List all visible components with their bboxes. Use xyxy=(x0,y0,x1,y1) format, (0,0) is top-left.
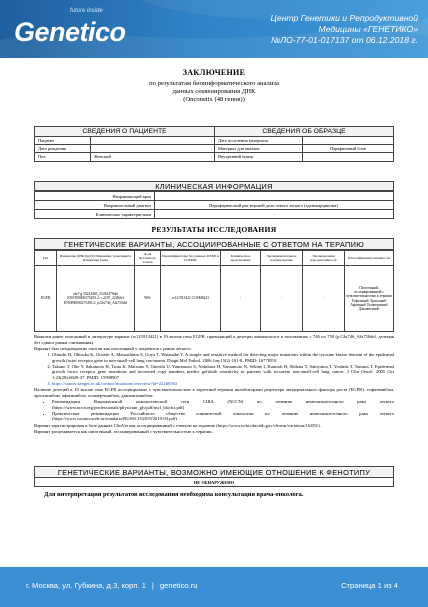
variants-header: ГЕНЕТИЧЕСКИЕ ВАРИАНТЫ, АССОЦИИРОВАННЫЕ С ОТВЕТОМ НА ТЕРАПИЮ xyxy=(34,238,394,250)
info-label: Дата получения материала xyxy=(215,137,303,145)
info-value xyxy=(303,137,394,145)
table-row xyxy=(35,266,394,332)
column-header: Идентификаторы баз данных dbSNP и COSMIC xyxy=(161,251,221,266)
logo-text: Genetico xyxy=(14,17,126,47)
potential-variants-header: ГЕНЕТИЧЕСКИЕ ВАРИАНТЫ, ВОЗМОЖНО ИМЕЮЩИЕ ОТНОШЕНИЕ К ФЕНОТИПУ xyxy=(34,466,394,478)
document-title: ЗАКЛЮЧЕНИЕ xyxy=(182,68,246,77)
variants-header-row xyxy=(35,251,394,266)
paragraph: Выявлен ранее описанный в литературе вариант (rs121913421) в 19 экзоне гена EGFR, приводящий к делеции аминокислот в положениях с 746 по 750 (p.Glu746_Ala750del, делеция без сдвига рамки считывания). xyxy=(34,334,394,345)
reference-item: 1. Ohnishi H, Ohtsuka K, Oooide A, Matsushima S, Goya T, Watanabe T. A simple and sensitive method for detecting major mutations within the tyrosine kinase domain of the epidermal growth factor receptor gene in non-small-cell lung carcinoma. Diagn Mol Pathol. 2006 Jun;15(2):101-8. PMID: 16778591 xyxy=(52,352,394,363)
page-number: Страница 1 из 4 xyxy=(341,581,398,590)
info-row xyxy=(35,153,394,161)
clinical-info-header: КЛИНИЧЕСКАЯ ИНФОРМАЦИЯ xyxy=(34,181,394,191)
patient-sample-table xyxy=(34,126,394,162)
clinical-label: Направительный диагноз xyxy=(35,201,155,210)
license-number: №ЛО-77-01-017137 от 06.12.2018 г. xyxy=(270,35,418,45)
paragraph: Вариант зарегистрирован в базе данных ClinVar как ассоциированный с ответом на терапию (https://www.ncbi.nlm.nih.gov/clinvar/variation/16283/). xyxy=(34,422,321,428)
org-name-line1: Центр Генетики и Репродуктивной xyxy=(270,13,418,23)
org-info xyxy=(270,13,418,46)
classification-cell: Патогенный, ассоциированный с чувствительностью к терапии Гефитиниб Эрлотиниб Афатиниб Осимертиниб Дакомитиниб xyxy=(345,266,394,332)
page-header xyxy=(0,0,428,58)
clinical-value: Периферический рак верхней доли левого легкого (аденокарцинома). xyxy=(155,201,394,210)
column-header: Доля мутантного аллеля xyxy=(135,251,161,266)
info-value: Женский xyxy=(91,153,215,161)
reference-item: 2. Takano T, Ohe Y, Sakamoto H, Tsuta K, Matsuno Y, Tateishi U, Yamamoto S, Nokihara H, Yamamoto N, Sekine I, Kunitoh H, Shibata T, Sakiyama T, Yoshida T, Tamura T. Epidermal growth factor receptor gene mutations and increased copy numbers predict gefitinib sensitivity in patients with recurrent non-small-cell lung cancer. J Clin Oncol. 2005 Oct 1;23(28):6829-37. PMID: 15998907 xyxy=(52,364,394,381)
reference-list xyxy=(34,352,394,387)
conservation-cell: - xyxy=(303,266,345,332)
clinical-row xyxy=(35,201,394,210)
column-header: Классификация значимости xyxy=(345,251,394,266)
clinical-row xyxy=(35,192,394,201)
vaf-cell: 96% xyxy=(135,266,161,332)
clinical-value xyxy=(155,192,394,201)
clinical-prediction-cell: - xyxy=(221,266,261,332)
patient-info-header: СВЕДЕНИЯ О ПАЦИЕНТЕ xyxy=(35,127,215,137)
document-title-block xyxy=(0,68,428,103)
column-header: Клиническое предсказание xyxy=(221,251,261,266)
subtitle-line-3: (Onconetix (48 генов)) xyxy=(183,95,245,103)
column-header: Эволюционная консервативность xyxy=(303,251,345,266)
info-row xyxy=(35,145,394,153)
info-label: Внутренний номер xyxy=(215,153,303,161)
info-label: Пол xyxy=(35,153,91,161)
paragraph: Наличие делеций в 19 экзоне гена EGFR ассоциировано с чувствительностью к таргетной терапии ингибиторами рецептора эпидермального фактора роста (EGFR): гефитинибом, эрлотинибом, афатинибом, осимертинибом, дакомитинибом: xyxy=(34,387,394,398)
experimental-cell: - xyxy=(261,266,303,332)
db-id-cell: rs121913421 COSM6223 xyxy=(161,266,221,332)
variant-description xyxy=(34,334,394,435)
paragraph: Вариант был неоднократно описан как патогенный у пациентов с раком легкого: xyxy=(34,345,192,351)
column-header: Ген xyxy=(35,251,57,266)
info-value xyxy=(91,145,215,153)
guideline-list xyxy=(34,399,394,422)
clinical-info-table xyxy=(34,191,394,219)
column-header: Экспериментальное подтверждение xyxy=(261,251,303,266)
footer-separator: | xyxy=(151,581,154,590)
guideline-item: • Практические рекомендации Российского общества клинической онкологии по лечению немелкоклеточного рака легкого (https://www.rosoncoweb.ru/standarts/RUSSCO/2019/2019-03.pdf) xyxy=(52,411,394,422)
footer-contacts xyxy=(26,581,197,590)
clinical-row xyxy=(35,210,394,219)
paragraph: Вариант расценивается как патогенный, ассоциированный с чувствительностью к терапии. xyxy=(34,428,213,434)
column-header: Изменение ДНК (hg19) Изменение транскрипта Изменение белка xyxy=(57,251,135,266)
guideline-item: • Рекомендации Национальной онкологической сети США (NCCN) по лечению немелкоклеточного рака легкого (https://www.nccn.org/professionals/physician_gls/pdf/nscl_blocks.pdf) xyxy=(52,399,394,410)
info-value: Парафиновый блок xyxy=(303,145,394,153)
clinical-value: - xyxy=(155,210,394,219)
page-footer xyxy=(0,567,428,607)
sample-info-header: СВЕДЕНИЯ ОБ ОБРАЗЦЕ xyxy=(215,127,394,137)
info-label: Дата рождения xyxy=(35,145,91,153)
subtitle-line-2: данных секвенирования ДНК xyxy=(172,87,256,95)
org-name-line2: Медицины «ГЕНЕТИКО» xyxy=(318,24,418,34)
variants-table xyxy=(34,250,394,332)
final-note: Для интерпретации результатов исследования необходима консультация врача-онколога. xyxy=(44,491,304,498)
potential-variants-value: НЕ ОБНАРУЖЕНО xyxy=(34,478,394,487)
dna-change-cell: chr7:g.55242465_55242479del ENST00000275493.2: c.2235_2249del ENSP00000275493.2: p.Glu746_Ala750del xyxy=(57,266,135,332)
subtitle-line-1: по результатам биоинформатического анализа xyxy=(149,80,279,87)
footer-website-link[interactable]: genetico.ru xyxy=(159,581,198,590)
info-value xyxy=(91,137,215,145)
clinical-label: Направляющий врач xyxy=(35,192,155,201)
reference-link[interactable]: 3. https://cancer.sanger.ac.uk/cosmic/mutation/overview?id=22266563 xyxy=(52,381,394,387)
logo-tagline: future inside xyxy=(70,8,103,14)
footer-address: г. Москва, ул. Губкина, д.3, корп. 1 xyxy=(26,581,146,590)
info-label: Пациент xyxy=(35,137,91,145)
info-label: Материал для анализа xyxy=(215,145,303,153)
research-results-title: РЕЗУЛЬТАТЫ ИССЛЕДОВАНИЯ xyxy=(151,225,277,234)
gene-cell: EGFR xyxy=(35,266,57,332)
document-subtitle xyxy=(0,80,428,103)
info-value xyxy=(303,153,394,161)
info-row xyxy=(35,137,394,145)
clinical-label: Клинические характеристики xyxy=(35,210,155,219)
